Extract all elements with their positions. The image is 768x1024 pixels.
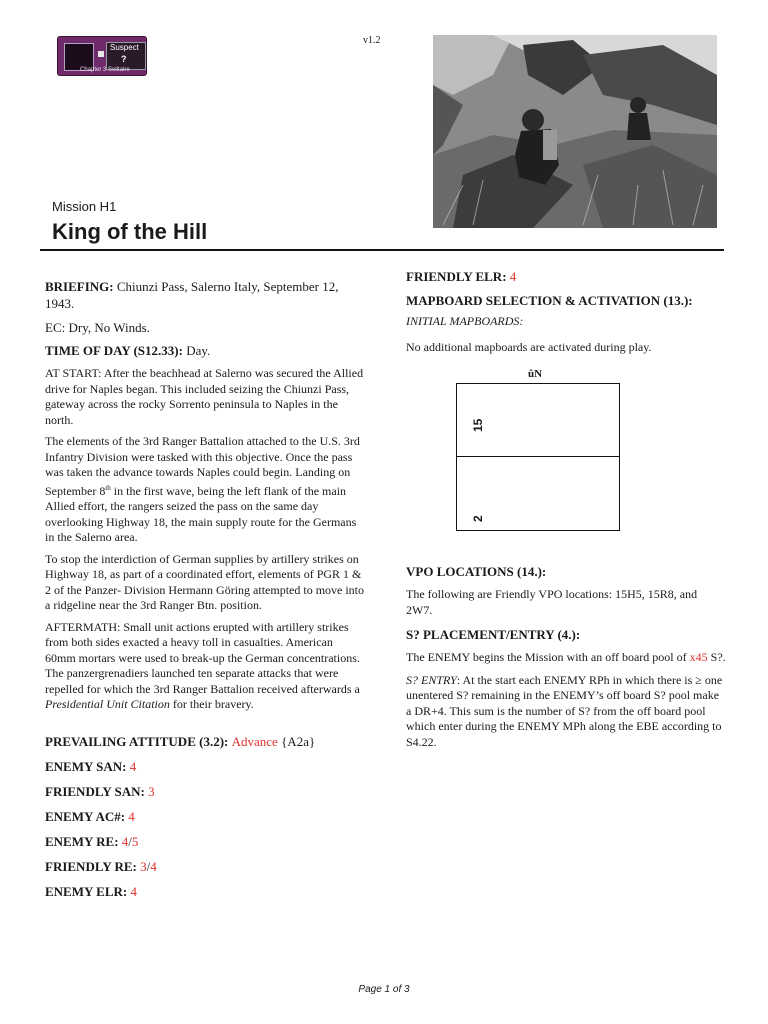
friendly-elr-value: 4	[509, 269, 517, 284]
friendly-re-label: FRIENDLY RE:	[45, 858, 137, 874]
friendly-san-value: 3	[148, 783, 155, 799]
placement-a: The ENEMY begins the Mission with an off board pool of	[406, 650, 690, 664]
version-label: v1.2	[363, 35, 381, 46]
placement-pool-count: x45	[689, 650, 708, 664]
entry-body: : At the start each ENEMY RPh in which there is ≥ one unentered S? remaining in the ENEMY’s off board S? pool make a DR+4. This sum is the number of S? from the off board pool which enter during the ENEMY MPh along the EBE according to S4.22.	[406, 672, 723, 749]
placement-heading: S? PLACEMENT/ENTRY (4.):	[406, 627, 581, 642]
aftermath-a: AFTERMATH: Small unit actions erupted with artillery strikes from both sides exacted a heavy toll in casualties. American 60mm mortars were used to break-up the German concentrations. The panzergrenadiers launched ten separate attacks that were repelled for which the 3rd Ranger Battalion received afterwards a	[45, 619, 360, 696]
logo-dot	[98, 51, 104, 57]
enemy-san	[45, 758, 365, 775]
vpo-heading: VPO LOCATIONS (14.):	[406, 564, 547, 579]
paragraph-landing	[45, 434, 365, 546]
prevailing-value: Advance	[231, 733, 278, 749]
logo-line3: Chapter 3 Solitaire	[80, 67, 130, 73]
prevailing-attitude	[45, 733, 365, 750]
vpo-text: The following are Friendly VPO locations: 15H5, 15R8, and 2W7.	[406, 587, 698, 617]
enemy-re-value-a: 4	[121, 833, 129, 849]
friendly-re-value-b: 4	[150, 858, 157, 874]
page-title: King of the Hill	[52, 219, 208, 244]
enemy-ac-label: ENEMY AC#:	[45, 808, 126, 824]
prevailing-label: PREVAILING ATTITUDE (3.2):	[45, 733, 229, 749]
friendly-elr	[406, 268, 726, 285]
mapboard-diagram	[456, 383, 620, 531]
enemy-elr-label: ENEMY ELR:	[45, 883, 128, 899]
ec-text: EC: Dry, No Winds.	[45, 320, 150, 335]
logo-line2: ?	[121, 54, 127, 64]
mapboard-heading: MAPBOARD SELECTION & ACTIVATION (13.):	[406, 293, 693, 308]
initial-mapboards-label: INITIAL MAPBOARDS:	[406, 314, 524, 328]
right-column-lower	[406, 563, 726, 750]
title-divider	[40, 249, 724, 251]
enemy-re-label: ENEMY RE:	[45, 833, 119, 849]
logo-line1: Suspect	[110, 43, 139, 52]
friendly-re-slash: /	[146, 858, 151, 874]
photo-illustration	[433, 35, 717, 228]
friendly-re-value-a: 3	[140, 858, 147, 874]
briefing	[45, 278, 365, 312]
friendly-san	[45, 783, 365, 800]
aftermath-b: for their bravery.	[169, 697, 254, 711]
aftermath-text	[45, 620, 365, 713]
briefing-label: BRIEFING:	[45, 279, 114, 294]
entry-text	[406, 673, 726, 751]
friendly-elr-label: FRIENDLY ELR:	[406, 269, 507, 284]
friendly-re	[45, 858, 365, 875]
paragraph-landing-a: The elements of the 3rd Ranger Battalion attached to the U.S. 3rd Infantry Division were tasked with this objective. Once the pass was taken the advance towards Naples could begin. Landing on September 8	[45, 434, 360, 498]
mapboard-divider	[456, 456, 620, 457]
north-arrow: ûN	[528, 368, 543, 380]
at-start-text: AT START: After the beachhead at Salerno was secured the Allied drive for Naples began. This included seizing the Chiunzi Pass, gateway across the rocky Sorrento peninsula to Naples in the north.	[45, 366, 364, 427]
aftermath-citation: Presidential Unit Citation	[45, 697, 170, 711]
board-label-2: 2	[471, 515, 485, 522]
entry-label: S? ENTRY	[406, 672, 457, 687]
placement-b: S?.	[707, 650, 726, 664]
left-column	[45, 278, 365, 900]
briefing-text: Chiunzi Pass, Salerno Italy, September 12, 1943.	[45, 279, 339, 311]
friendly-san-label: FRIENDLY SAN:	[45, 783, 145, 799]
placement-text	[406, 650, 726, 666]
time-of-day	[45, 342, 365, 359]
enemy-re-slash: /	[128, 833, 132, 849]
superscript-th: th	[105, 483, 111, 492]
mission-label: Mission H1	[52, 199, 117, 214]
enemy-re-value-b: 5	[131, 833, 139, 849]
enemy-san-value: 4	[129, 758, 137, 774]
soldier-photo	[433, 35, 717, 228]
board-label-15: 15	[471, 418, 485, 432]
logo	[57, 36, 147, 76]
enemy-elr	[45, 883, 365, 900]
enemy-re	[45, 833, 365, 850]
time-value: Day.	[186, 343, 211, 358]
paragraph-landing-b: in the first wave, being the left flank of the main Allied effort, the rangers seized the pass on the same day overlooking Highway 18, the main supply route for the Germans in the Salerno area.	[45, 483, 357, 544]
time-label: TIME OF DAY (S12.33):	[45, 343, 183, 358]
enemy-ac-value: 4	[128, 808, 135, 824]
prevailing-ref: {A2a}	[281, 733, 316, 749]
paragraph-interdiction: To stop the interdiction of German supplies by artillery strikes on Highway 18, as part of a coordinated effort, elements of PGR 1 & 2 of the Panzer- Division Hermann Göring attempted to move into a ridgeline near the 3rd Ranger Btn. position.	[45, 551, 365, 612]
no-additional-text: No additional mapboards are activated during play.	[406, 339, 652, 354]
enemy-san-label: ENEMY SAN:	[45, 758, 127, 774]
page-footer: Page 1 of 3	[358, 984, 410, 995]
enemy-ac	[45, 808, 365, 825]
right-column	[406, 268, 726, 355]
enemy-elr-value: 4	[130, 883, 137, 899]
